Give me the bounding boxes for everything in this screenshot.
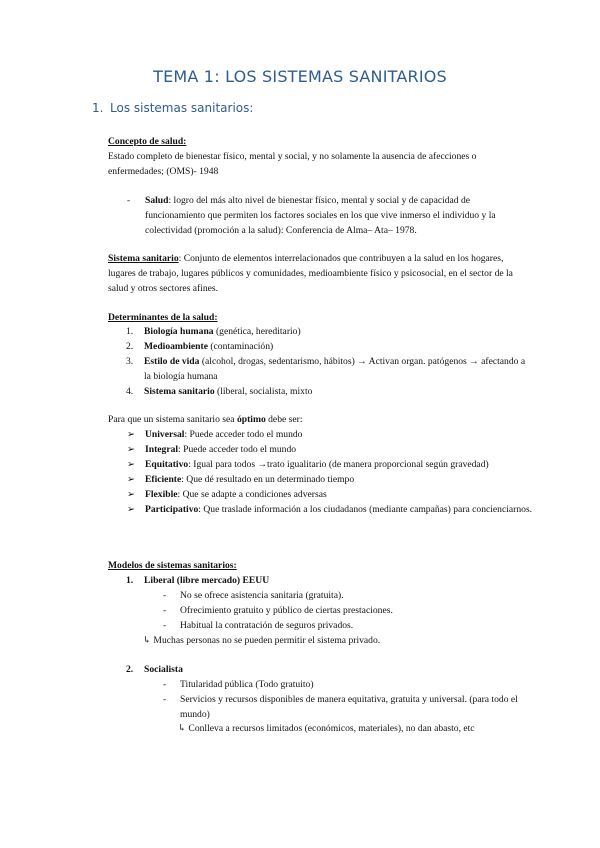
item-text: No se ofrece asistencia sanitaria (gratuita). [180,590,344,601]
item-term: Estilo de vida [144,356,200,367]
dash-bullet: - [163,694,167,705]
optimo-pre: Para que un sistema sanitario sea [108,414,237,425]
item-term: Sistema sanitario [144,386,215,397]
salud-text [145,193,525,238]
list-item [163,692,523,722]
list-item [126,324,536,339]
item-text: Ofrecimiento gratuito y público de ciertas prestaciones. [180,605,393,616]
socialista-note: ↳ Conlleva a recursos limitados (económicos, materiales), no dan abasto, etc [178,723,475,734]
list-item [127,487,537,502]
liberal-note: ↳ Muchas personas no se pueden permitir el sistema privado. [143,635,381,646]
concepto-heading [108,134,528,149]
item-number: 3. [126,356,134,367]
section-heading [92,101,253,115]
item-text: : Puede acceder todo el mundo [184,429,303,440]
item-text: : Que se adapte a condiciones adversas [177,489,327,500]
salud-definition: : logro del más alto nivel de bienestar físico, mental y social y de capacidad de funcionamiento que permiten los factores sociales en los que vive inmerso el individuo y la colectividad (promoción a la salud): Conferencia de Alma– Ata– 1978. [145,195,496,236]
section-number: 1. [92,101,104,115]
item-text: (genética, hereditario) [213,326,301,337]
item-term: Eficiente [145,474,182,485]
list-item [163,677,523,692]
arrow-bullet-icon: ➢ [127,504,136,515]
list-item [126,384,536,399]
item-term: Equitativo [145,459,189,470]
item-text: (alcohol, drogas, sedentarismo, hábitos) → Activan organ. patógenos → afectando a la biología humana [144,356,526,382]
item-term: Participativo [145,504,199,515]
optimo-intro [108,412,528,427]
liberal-heading [126,573,269,588]
optimo-term: óptimo [236,414,266,425]
item-term: Integral [145,444,179,455]
dash-bullet: - [163,605,167,616]
item-number: 2. [126,341,134,352]
list-item [163,603,533,618]
list-item [127,427,537,442]
optimo-post: debe ser: [265,414,303,425]
page-title: TEMA 1: LOS SISTEMAS SANITARIOS [153,67,447,86]
arrow-bullet-icon: ➢ [127,459,136,470]
item-term: Flexible [145,489,178,500]
item-text: (contaminación) [207,341,274,352]
list-item [163,618,533,633]
list-item [126,339,536,354]
liberal-list [163,588,533,633]
item-text: (liberal, socialista, mixto [214,386,313,397]
model-title: Liberal (libre mercado) EEUU [144,575,270,586]
list-item [126,354,536,384]
list-item [127,472,537,487]
item-text: : Puede acceder todo el mundo [178,444,297,455]
list-item [127,502,537,517]
item-number: 4. [126,386,134,397]
arrow-bullet-icon: ➢ [127,474,136,485]
list-item [163,588,533,603]
determinantes-heading [108,310,528,325]
dash-bullet: - [127,195,131,206]
item-text: : Igual para todos →trato igualitario (de manera proporcional según gravedad) [188,459,489,470]
determinantes-list [126,324,536,399]
sistema-term: Sistema sanitario [108,253,179,264]
socialista-heading [126,662,183,677]
list-item [127,457,537,472]
model-number: 1. [126,575,134,586]
arrow-bullet-icon: ➢ [127,444,136,455]
item-number: 1. [126,326,134,337]
item-text: : Que traslade información a los ciudadanos (mediante campañas) para concienciarnos. [198,504,533,515]
dash-bullet: - [163,590,167,601]
concepto-heading-text: Concepto de salud: [108,136,187,147]
arrow-bullet-icon: ➢ [127,489,136,500]
concepto-paragraph: Estado completo de bienestar físico, mental y social, y no solamente la ausencia de afecciones o enfermedades; (OMS)- 1948 [108,151,477,177]
modelos-heading [108,558,528,573]
determinantes-heading-text: Determinantes de la salud: [108,312,218,323]
sistema-paragraph [108,251,528,296]
section-label: Los sistemas sanitarios: [110,101,254,115]
model-number: 2. [126,664,134,675]
dash-bullet: - [163,679,167,690]
item-text: Habitual la contratación de seguros privados. [180,620,354,631]
item-text: : Que dé resultado en un determinado tiempo [181,474,355,485]
optimo-list [127,427,537,517]
item-text: Servicios y recursos disponibles de manera equitativa, gratuita y universal. (para todo el mundo) [180,694,518,720]
item-term: Medioambiente [144,341,208,352]
list-item [127,442,537,457]
item-term: Universal [145,429,185,440]
model-title: Socialista [144,664,183,675]
item-term: Biología humana [144,326,214,337]
modelos-heading-text: Modelos de sistemas sanitarios: [108,560,237,571]
dash-bullet: - [163,620,167,631]
socialista-list [163,677,523,722]
item-text: Titularidad pública (Todo gratuito) [180,679,314,690]
arrow-bullet-icon: ➢ [127,429,136,440]
salud-term: Salud [145,195,169,206]
sistema-definition: : Conjunto de elementos interrelacionados que contribuyen a la salud en los hogares, lugares de trabajo, lugares públicos y comunidades, medioambiente físico y psicosocial, en el sector de la salud y otros sectores afines. [108,253,513,294]
